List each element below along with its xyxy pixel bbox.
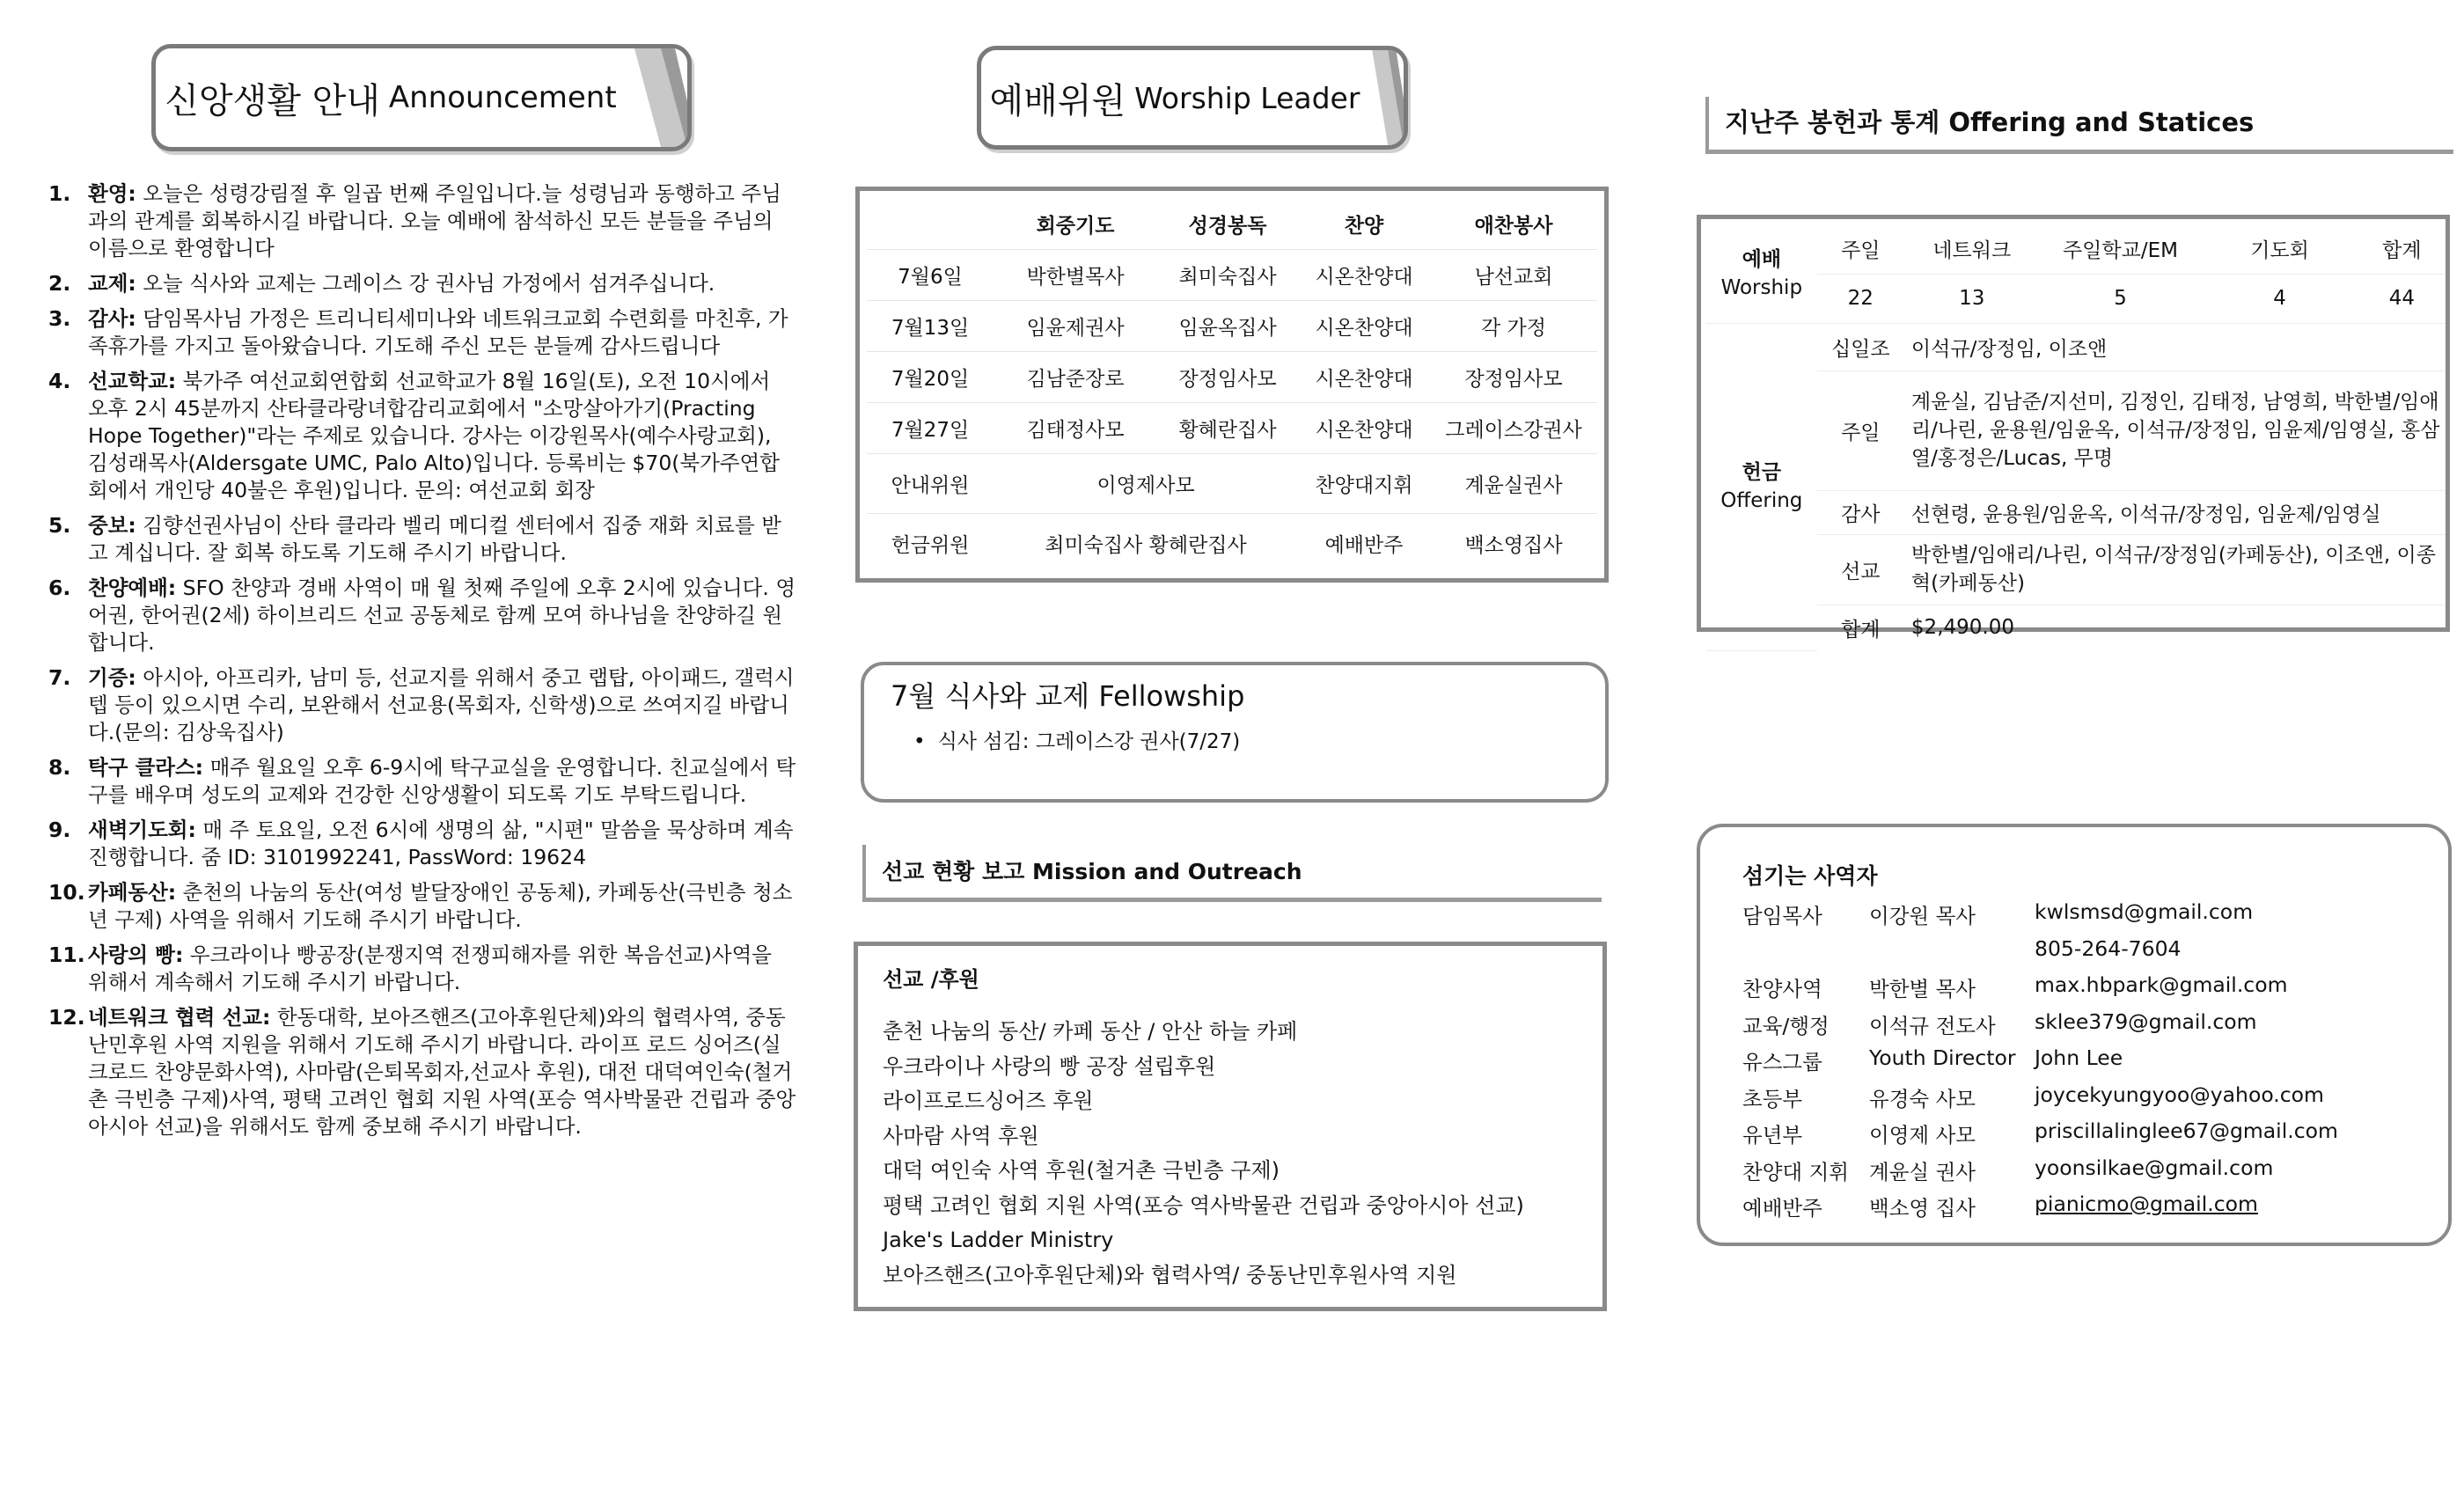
page-fold-icon	[626, 48, 687, 147]
staff-role: 유년부	[1742, 1123, 1803, 1148]
item-number: 11.	[48, 942, 85, 967]
stat-value: 44	[2358, 274, 2446, 323]
item-text: 춘천의 나눔의 동산(여성 발달장애인 공동체), 카페동산(극빈층 청소년 구제) 사역을 위해서 기도해 주시기 바랍니다.	[88, 880, 793, 932]
staff-box	[1697, 824, 2452, 1246]
item-number: 2.	[48, 271, 71, 296]
mission-item: 대덕 여인숙 사역 후원(철거촌 극빈층 구제)	[883, 1158, 1280, 1183]
item-label: 네트워크 협력 선교:	[88, 1005, 271, 1030]
item-label: 카페동산:	[88, 880, 177, 905]
worship-leader-cell: 7월27일	[867, 403, 994, 454]
header-prayer: 회중기도	[994, 198, 1157, 250]
worship-leader-cell: 찬양대지휘	[1298, 454, 1430, 514]
worship-leader-cell: 7월6일	[867, 250, 994, 301]
worship-leader-cell: 시온찬양대	[1298, 403, 1430, 454]
staff-name: 백소영 집사	[1869, 1196, 1976, 1221]
announcement-item	[48, 575, 796, 656]
worship-leader-guide-row	[867, 454, 1597, 514]
item-text: SFO 찬양과 경배 사역이 매 월 첫째 주일에 오후 2시에 있습니다. 영어권, 한어권(2세) 하이브리드 선교 공동체로 함께 모여 하나님을 찬양하길 원합니다.	[88, 576, 796, 655]
bullet-icon: •	[913, 730, 926, 753]
offering-row	[1706, 370, 2446, 490]
item-label: 기증:	[88, 665, 136, 690]
staff-name: 계윤실 권사	[1869, 1159, 1976, 1184]
staff-contact: 805-264-7604	[2035, 935, 2182, 961]
announcement-item	[48, 368, 796, 504]
item-text: 한동대학, 보아즈핸즈(고아후원단체)와의 협력사역, 중동난민후원 사역 지원을 위해서 기도해 주시기 바랍니다. 라이프 로드 싱어즈(실크로드 찬양문화사역), 사마람(은퇴목회자,선교사 후원), 대전 대덕여인숙(철거촌 극빈층 구제)사역, 평택 고려인 협회 지원 사역(포승 역사박물관 건립과 중앙아시아 선교)을 위해서도 함께 중보해 주시기 바랍니다.	[88, 1005, 796, 1139]
offering-names: 계윤실, 김남준/지선미, 김정인, 김태정, 남영희, 박한별/임애리/나린, 윤용원/임윤옥, 이석규/장정임, 임윤제/임영실, 홍삼열/홍정은/Lucas, 무명	[1904, 370, 2446, 490]
worship-label: 예배 Worship	[1706, 224, 1817, 323]
item-text: 담임목사님 가정은 트리니티세미나와 네트워크교회 수련회를 마친후, 가족휴가를 가지고 돌아왔습니다. 기도해 주신 모든 분들께 감사드립니다	[88, 306, 788, 358]
worship-leader-title: 예배위원 Worship Leader	[989, 80, 1360, 121]
worship-leader-cell: 장정임사모	[1430, 352, 1597, 403]
worship-leader-row	[867, 352, 1597, 403]
stat-value: 22	[1817, 274, 1904, 323]
staff-role: 예배반주	[1742, 1196, 1822, 1221]
staff-role: 초등부	[1742, 1086, 1803, 1111]
item-text: 매주 월요일 오후 6-9시에 탁구교실을 운영합니다. 친교실에서 탁구를 배우며 성도의 교제와 건강한 신앙생활이 되도록 기도 부탁드립니다.	[88, 755, 796, 807]
staff-name: 이석규 전도사	[1869, 1013, 1996, 1038]
staff-role: 유스그룹	[1742, 1050, 1822, 1074]
stat-header: 합계	[2358, 224, 2446, 274]
offering-table	[1706, 224, 2446, 651]
item-text: 북가주 여선교회연합회 선교학교가 8월 16일(토), 오전 10시에서 오후 2시 45분까지 산타클라랑녀합감리교회에서 "소망살아가기(Practing Hope Together)"라는 주제로 있습니다. 강사는 이강원목사(예수사랑교회), 김성래목사(Aldersgate UMC, Palo Alto)입니다. 등록비는 $70(북가주연합회에서 개인당 40불은 후원)입니다. 문의: 여선교회 회장	[88, 369, 780, 502]
mission-list	[883, 1015, 1524, 1293]
announcement-item	[48, 270, 796, 297]
worship-leader-table-frame	[855, 187, 1609, 583]
mission-item: 라이프로드싱어즈 후원	[883, 1089, 1094, 1113]
item-text: 매 주 토요일, 오전 6시에 생명의 삶, "시편" 말씀을 묵상하며 계속 진행합니다. 줌 ID: 3101992241, PassWord: 19624	[88, 818, 794, 869]
item-text: 우크라이나 빵공장(분쟁지역 전쟁피해자를 위한 복음선교)사역을 위해서 계속해서 기도해 주시기 바랍니다.	[88, 942, 773, 994]
offering-label: 헌금 Offering	[1706, 323, 1817, 650]
offering-row	[1706, 323, 2446, 370]
staff-role: 찬양사역	[1742, 977, 1822, 1001]
page-fold-icon	[1360, 50, 1404, 145]
offering-names: 선현령, 윤용원/임윤옥, 이석규/장정임, 임윤제/임영실	[1904, 490, 2446, 534]
offering-section-heading: 지난주 봉헌과 통계 Offering and Statices	[1705, 97, 2453, 154]
worship-leader-cell: 김태정사모	[994, 403, 1157, 454]
item-number: 5.	[48, 513, 71, 538]
mission-section-heading: 선교 현황 보고 Mission and Outreach	[862, 845, 1602, 902]
stat-value-row	[1706, 274, 2446, 323]
item-number: 3.	[48, 306, 71, 331]
staff-contact[interactable]: yoonsilkae@gmail.com	[2035, 1155, 2274, 1180]
stat-header: 주일학교/EM	[2040, 224, 2202, 274]
worship-leader-offering-row	[867, 514, 1597, 574]
item-text: 오늘 식사와 교제는 그레이스 강 권사님 가정에서 섬겨주십니다.	[136, 271, 715, 296]
item-number: 4.	[48, 369, 71, 393]
announcement-item	[48, 305, 796, 360]
staff-contact[interactable]: max.hbpark@gmail.com	[2035, 972, 2288, 997]
staff-role: 찬양대 지휘	[1742, 1159, 1849, 1184]
item-text: 김향선권사님이 산타 클라라 벨리 메디컬 센터에서 집중 재화 치료를 받고 계십니다. 잘 회복 하도록 기도해 주시기 바랍니다.	[88, 513, 781, 565]
announcement-item	[48, 754, 796, 809]
item-number: 1.	[48, 181, 71, 206]
mission-item: 보아즈핸즈(고아후원단체)와 협력사역/ 중동난민후원사역 지원	[883, 1262, 1457, 1287]
item-number: 6.	[48, 576, 71, 600]
worship-leader-header-row	[867, 198, 1597, 250]
staff-contact[interactable]: sklee379@gmail.com	[2035, 1008, 2257, 1034]
stat-value: 13	[1904, 274, 2040, 323]
item-number: 7.	[48, 665, 71, 690]
stat-header: 기도회	[2201, 224, 2358, 274]
worship-leader-cell: 예배반주	[1324, 534, 1404, 558]
worship-leader-cell: 박한별목사	[994, 250, 1157, 301]
announcement-item	[48, 1004, 796, 1140]
offering-total: $2,490.00	[1910, 616, 2014, 640]
staff-contact[interactable]: pianicmo@gmail.com	[2035, 1192, 2258, 1216]
item-label: 중보:	[88, 513, 136, 538]
mission-item: Jake's Ladder Ministry	[883, 1228, 1114, 1252]
mission-item: 사마람 사역 후원	[883, 1123, 1039, 1148]
stat-value: 5	[2040, 274, 2202, 323]
worship-leader-cell: 각 가정	[1430, 301, 1597, 352]
announcement-item	[48, 817, 796, 871]
worship-leader-cell: 장정임사모	[1157, 352, 1298, 403]
worship-leader-cell: 최미숙집사 황혜란집사	[1045, 534, 1247, 558]
announcement-item	[48, 512, 796, 567]
stat-header: 네트워크	[1904, 224, 2040, 274]
fellowship-item: • 식사 섬김: 그레이스강 권사(7/27)	[913, 730, 1241, 753]
staff-role: 교육/행정	[1742, 1013, 1830, 1038]
worship-leader-cell: 헌금위원	[891, 534, 970, 558]
announcement-title-box	[151, 44, 692, 151]
header-meal-service: 애찬봉사	[1430, 198, 1597, 250]
worship-leader-cell: 안내위원	[867, 454, 994, 514]
announcement-list	[48, 180, 796, 1148]
item-label: 새벽기도회:	[88, 818, 196, 842]
staff-contact[interactable]: joycekyungyoo@yahoo.com	[2035, 1082, 2324, 1107]
worship-leader-cell: 시온찬양대	[1298, 352, 1430, 403]
staff-contact[interactable]: kwlsmsd@gmail.com	[2035, 899, 2254, 924]
stat-header-row	[1706, 224, 2446, 274]
announcement-title: 신앙생활 안내 Announcement	[165, 80, 617, 121]
staff-name: 유경숙 사모	[1869, 1086, 1976, 1111]
staff-title: 섬기는 사역자	[1742, 863, 1878, 889]
worship-leader-cell: 임윤제권사	[994, 301, 1157, 352]
stat-value: 4	[2201, 274, 2358, 323]
offering-names: 박한별/임애리/나린, 이석규/장정임(카페동산), 이조앤, 이종혁(카페동산)	[1904, 534, 2446, 605]
offering-names: 이석규/장정임, 이조앤	[1904, 323, 2446, 370]
worship-leader-cell: 계윤실권사	[1430, 454, 1597, 514]
offering-type: 감사	[1817, 490, 1904, 534]
worship-leader-row	[867, 403, 1597, 454]
announcement-item	[48, 879, 796, 934]
offering-type: 주일	[1817, 370, 1904, 490]
offering-row	[1706, 490, 2446, 534]
staff-role: 담임목사	[1742, 904, 1822, 928]
item-label: 사랑의 빵:	[88, 942, 184, 967]
offering-type: 합계	[1841, 618, 1881, 642]
header-praise: 찬양	[1298, 198, 1430, 250]
staff-name: Youth Director	[1869, 1045, 2016, 1070]
announcement-item	[48, 664, 796, 746]
worship-leader-cell: 7월13일	[867, 301, 994, 352]
item-number: 9.	[48, 818, 71, 842]
staff-contact[interactable]: priscillalinglee67@gmail.com	[2035, 1118, 2338, 1143]
item-label: 감사:	[88, 306, 136, 331]
item-text: 오늘은 성령강림절 후 일곱 번째 주일입니다.늘 성령님과 동행하고 주님과의 관계를 회복하시길 바랍니다. 오늘 예배에 참석하신 모든 분들을 주님의 이름으로 환영합니다	[88, 181, 781, 260]
offering-row	[1706, 534, 2446, 605]
item-number: 10.	[48, 880, 85, 905]
offering-total-row	[1706, 605, 2446, 650]
worship-leader-cell: 시온찬양대	[1298, 301, 1430, 352]
worship-leader-cell: 김남준장로	[994, 352, 1157, 403]
staff-contact: John Lee	[2035, 1045, 2123, 1070]
item-text: 아시아, 아프리카, 남미 등, 선교지를 위해서 중고 랩탑, 아이패드, 갤럭시텝 등이 있으시면 수리, 보완해서 선교용(목회자, 신학생)으로 쓰여지길 바랍니다.(문의: 김상욱집사)	[88, 665, 795, 744]
item-label: 선교학교:	[88, 369, 177, 393]
staff-name: 이영제 사모	[1869, 1123, 1976, 1148]
worship-leader-row	[867, 250, 1597, 301]
item-label: 환영:	[88, 181, 136, 206]
fellowship-box	[861, 662, 1609, 803]
worship-leader-title-box	[977, 46, 1408, 150]
announcement-item	[48, 942, 796, 996]
worship-leader-table	[867, 198, 1597, 574]
mission-subtitle: 선교 /후원	[883, 967, 979, 992]
worship-leader-cell: 백소영집사	[1464, 534, 1563, 558]
offering-frame	[1697, 215, 2450, 642]
worship-leader-cell: 임윤옥집사	[1157, 301, 1298, 352]
item-label: 찬양예배:	[88, 576, 177, 600]
staff-name: 이강원 목사	[1869, 904, 1976, 928]
announcement-item	[48, 180, 796, 262]
mission-item: 춘천 나눔의 동산/ 카페 동산 / 안산 하늘 카페	[883, 1019, 1298, 1044]
worship-leader-row	[867, 301, 1597, 352]
header-scripture: 성경봉독	[1157, 198, 1298, 250]
worship-leader-cell: 시온찬양대	[1298, 250, 1430, 301]
worship-leader-cell: 최미숙집사	[1157, 250, 1298, 301]
worship-leader-cell: 7월20일	[867, 352, 994, 403]
worship-leader-cell: 이영제사모	[994, 454, 1298, 514]
staff-name: 박한별 목사	[1869, 977, 1976, 1001]
offering-type: 선교	[1817, 534, 1904, 605]
item-label: 교제:	[88, 271, 136, 296]
mission-item: 평택 고려인 협회 지원 사역(포승 역사박물관 건립과 중앙아시아 선교)	[883, 1192, 1524, 1218]
offering-type: 십일조	[1817, 323, 1904, 370]
worship-leader-cell: 그레이스강권사	[1430, 403, 1597, 454]
worship-leader-cell: 남선교회	[1430, 250, 1597, 301]
stat-header: 주일	[1817, 224, 1904, 274]
header-date	[867, 198, 994, 250]
item-number: 12.	[48, 1005, 85, 1030]
mission-frame	[854, 942, 1607, 1311]
fellowship-title: 7월 식사와 교제 Fellowship	[891, 679, 1245, 713]
item-number: 8.	[48, 755, 71, 780]
mission-item: 우크라이나 사랑의 빵 공장 설립후원	[883, 1053, 1216, 1079]
item-label: 탁구 클라스:	[88, 755, 204, 780]
worship-leader-cell: 황혜란집사	[1157, 403, 1298, 454]
